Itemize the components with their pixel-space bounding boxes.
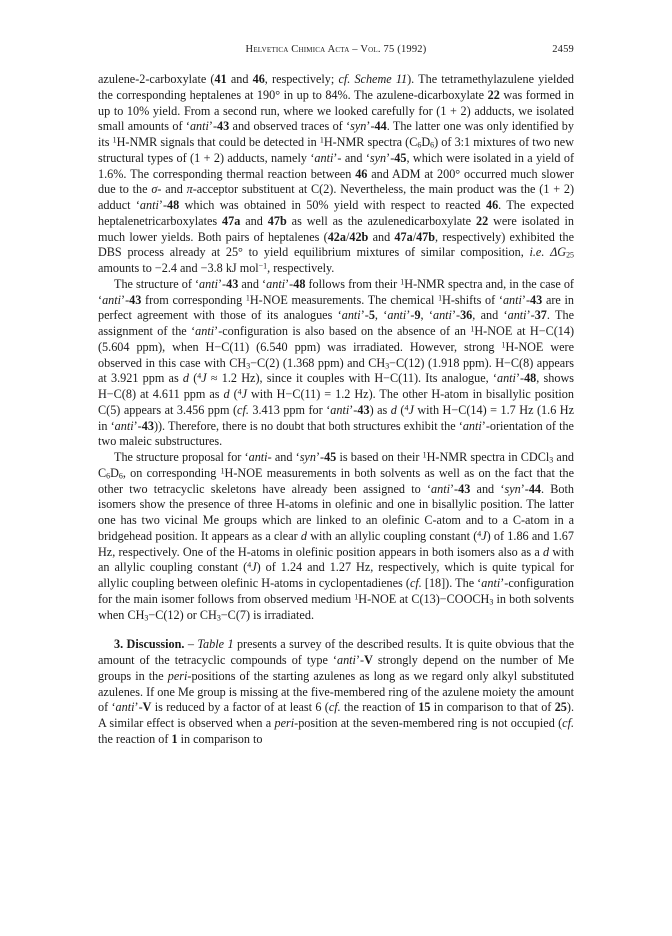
journal-title: Helvetica Chimica Acta – Vol. 75 (1992)	[245, 44, 427, 55]
page-number: 2459	[552, 44, 574, 55]
running-head	[98, 44, 574, 60]
paragraph-discussion: 3. Discussion. – Table 1 presents a survey of the described results. It is quite obvious that the amount of the tetracyclic compounds of type ‘anti’-V strongly depend on the number of Me groups in the peri-positions of the starting azulenes as long as we regard only alkyl substituted azulenes. If one Me group is missing at the five-membered ring of the azulene moiety the amount of ‘anti’-V is reduced by a factor of at least 6 (cf. the reaction of 15 in comparison to that of 25). A similar effect is observed when a peri-position at the seven-membered ring is not occupied (cf. the reaction of 1 in comparison to	[98, 637, 574, 746]
paragraph-structure-anti-43-48: The structure of ‘anti’-43 and ‘anti’-48 follows from their $^1$H-NMR spectra and, in the case of ‘anti’-43 from corresponding $^1$H-NOE measurements. The chemical $^1$H-shifts of ‘anti’-43 are in perfect agreement with those of its analogues ‘anti’-5, ‘anti’-9, ‘anti’-36, and ‘anti’-37. The assignment of the ‘anti’-configuration is also based on the absence of an $^1$H-NOE at H−C(14) (5.604 ppm), when H−C(11) (6.540 ppm) was irradiated. However, strong $^1$H-NOE were observed in this case with $CH_3-C(2)$ (1.368 ppm) and $CH_3-C(12)$ (1.918 ppm). H−C(8) appears at 3.921 ppm as d ($^4$J ≈ 1.2 Hz), since it couples with H−C(11). Its analogue, ‘anti’-48, shows H−C(8) at 4.611 ppm as d ($^4$J with H−C(11) = 1.2 Hz). The other H-atom in bisallylic position C(5) appears at 3.456 ppm (cf. 3.413 ppm for ‘anti’-43) as d ($^4$J with H−C(14) = 1.7 Hz (1.6 Hz in ‘anti’-43)). Therefore, there is no doubt that both structures exhibit the ‘anti’-orientation of the two maleic substructures.	[98, 276, 575, 449]
paragraph-results-continued: azulene-2-carboxylate (41 and 46, respectively; cf. Scheme 11). The tetramethylazulene yielded the corresponding heptalenes at 190° in up to 84%. The azulene-dicarboxylate 22 was formed in up to 10% yield. From a second run, where we looked carefully for (1 + 2) adducts, we isolated small amounts of ‘anti’-43 and observed traces of ‘syn’-44. The latter one was only identified by its $^1$H-NMR signals that could be detected in $^1$H-NMR spectra $(C_6D_6)$ of 3:1 mixtures of two new structural types of (1 + 2) adducts, namely ‘anti’- and ‘syn’-45, which were isolated in a yield of 1.6%. The corresponding thermal reaction between 46 and ADM at 200° occurred much slower due to the σ- and π-acceptor substituent at C(2). Nevertheless, the main product was the (1 + 2) adduct ‘anti’-48 which was obtained in 50% yield with respect to reacted 46. The expected heptalenetricarboxylates 47a and 47b as well as the azulenedicarboxylate 22 were isolated in much lower yields. Both pairs of heptalenes (42a/42b and 47a/47b, respectively) exhibited the DBS process already at 25° to yield equilibrium mixtures of similar composition, i.e. $\Delta G_{25}$ amounts to −2.4 and −3.8 kJ mol$^{-1}$, respectively.	[98, 72, 575, 275]
paragraph-structure-45: The structure proposal for ‘anti- and ‘syn’-45 is based on their $^1$H-NMR spectra in CDCl$_3$ and $C_6D_6$, on corresponding $^1$H-NOE measurements in both solvents as well as on the fact that the other two tetracyclic skeletons have already been assigned to ‘anti’-43 and ‘syn’-44. Both isomers show the presence of three H-atoms in olefinic and one in bisallylic position. The latter one has two vicinal Me groups which are linked to an olefinic C-atom and to a C-atom in a bridgehead position. It appears as a clear d with an allylic coupling constant ($^4$J) of 1.86 and 1.67 Hz, respectively. One of the H-atoms in olefinic position appears in both isomers also as a d with an allylic coupling constant ($^4$J) of 1.24 and 1.27 Hz, respectively, which is quite typical for allylic coupling between olefinic H-atoms in cyclopentadienes (cf. [18]). The ‘anti’-configuration for the main isomer follows from observed medium $^1$H-NOE at $C(13)-COOCH_3$ in both solvents when $CH_3-C(12)$ or $CH_3-C(7)$ is irradiated.	[98, 450, 575, 623]
article-body	[98, 72, 574, 748]
